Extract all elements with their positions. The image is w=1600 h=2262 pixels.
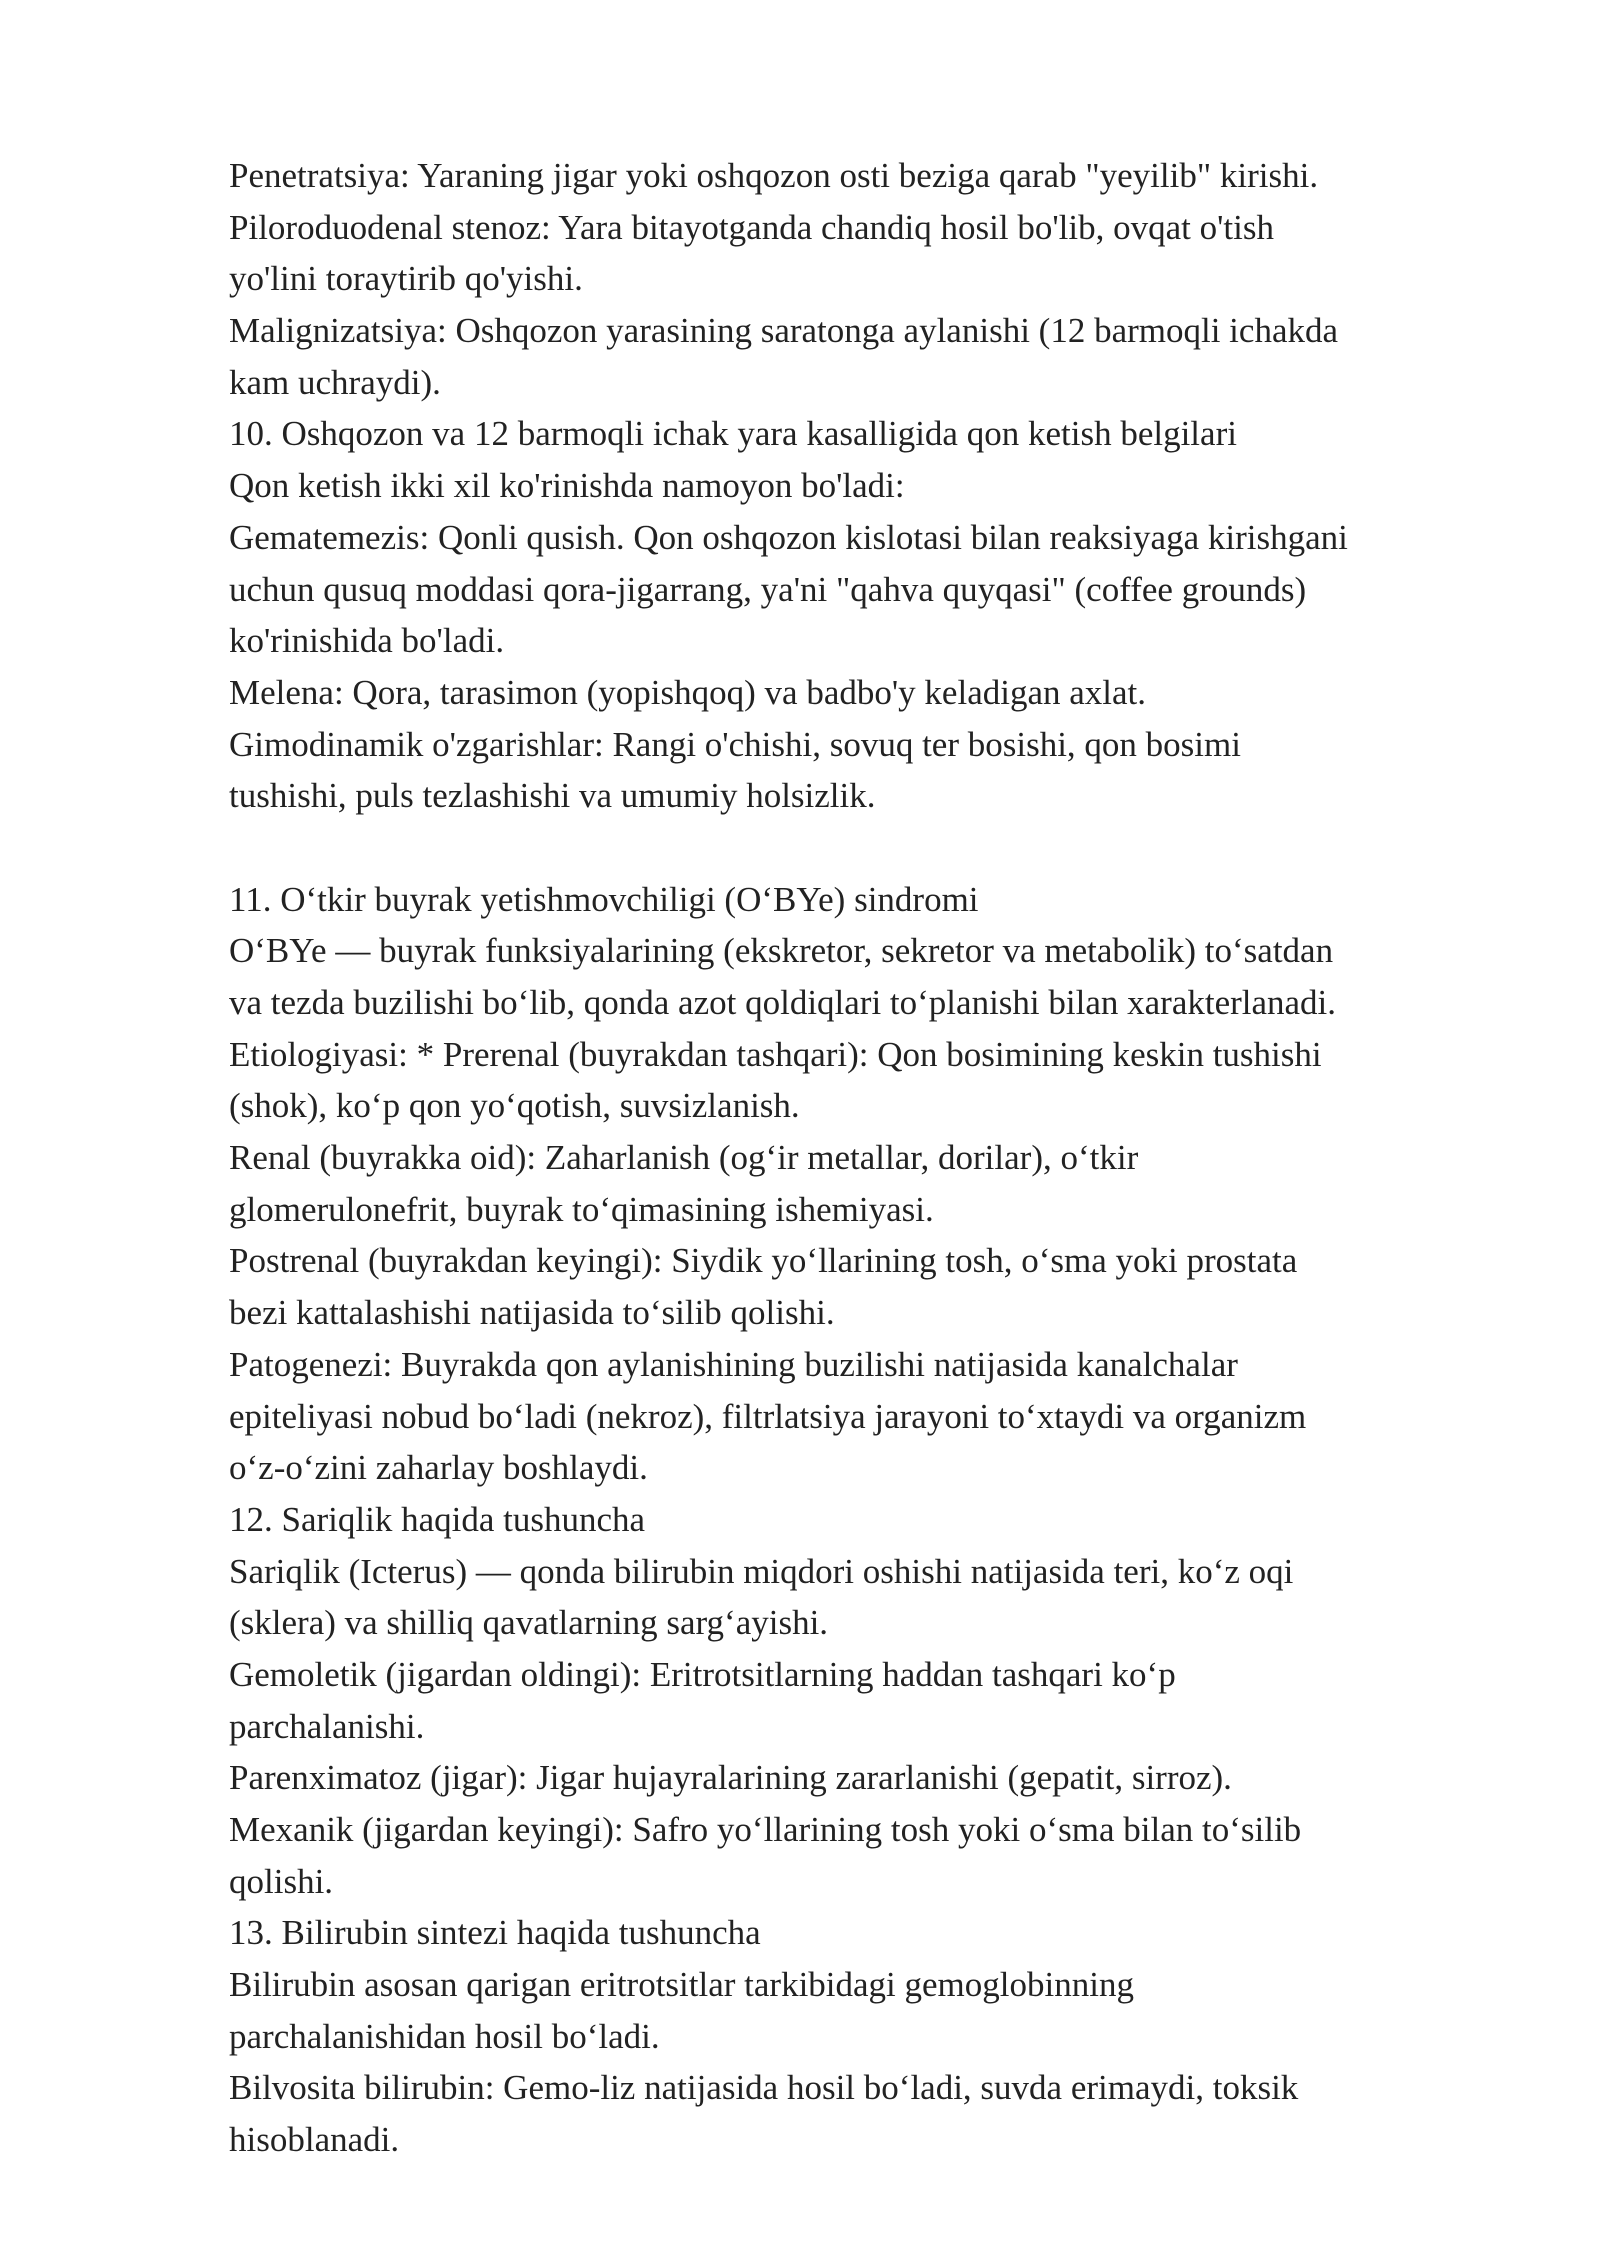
text-line: tushishi, puls tezlashishi va umumiy holsizlik. — [229, 776, 876, 816]
text-line: Gemoletik (jigardan oldingi): Eritrotsitlarning haddan tashqari ko‘p — [229, 1654, 1176, 1694]
text-line: parchalanishidan hosil bo‘ladi. — [229, 2016, 660, 2056]
section-heading-11: 11. O‘tkir buyrak yetishmovchiligi (O‘BYe) sindromi — [229, 879, 979, 919]
text-line: Parenximatoz (jigar): Jigar hujayralarining zararlanishi (gepatit, sirroz). — [229, 1758, 1232, 1798]
text-line: Malignizatsiya: Oshqozon yarasining saratonga aylanishi (12 barmoqli ichakda — [229, 311, 1339, 351]
text-line: Piloroduodenal stenoz: Yara bitayotganda chandiq hosil bo'lib, ovqat o'tish — [229, 207, 1274, 247]
blank-line — [229, 822, 1529, 874]
text-line: ko'rinishida bo'ladi. — [229, 621, 505, 661]
text-line: Gematemezis: Qonli qusish. Qon oshqozon kislotasi bilan reaksiyaga kirishgani — [229, 517, 1348, 557]
text-line: bezi kattalashishi natijasida to‘silib qolishi. — [229, 1293, 835, 1333]
text-line: uchun qusuq moddasi qora-jigarrang, ya'ni "qahva quyqasi" (coffee grounds) — [229, 569, 1307, 609]
text-line: (sklera) va shilliq qavatlarning sarg‘ayishi. — [229, 1603, 829, 1643]
text-line: Sariqlik (Icterus) — qonda bilirubin miqdori oshishi natijasida teri, ko‘z oqi — [229, 1551, 1294, 1591]
section-heading-12: 12. Sariqlik haqida tushuncha — [229, 1499, 646, 1539]
text-line: Postrenal (buyrakdan keyingi): Siydik yo‘llarining tosh, o‘sma yoki prostata — [229, 1241, 1298, 1281]
document-page — [229, 150, 1529, 2166]
text-line: Qon ketish ikki xil ko'rinishda namoyon bo'ladi: — [229, 466, 905, 506]
text-line: parchalanishi. — [229, 1706, 425, 1746]
text-line: Melena: Qora, tarasimon (yopishqoq) va badbo'y keladigan axlat. — [229, 672, 1147, 712]
text-line: Mexanik (jigardan keyingi): Safro yo‘llarining tosh yoki o‘sma bilan to‘silib — [229, 1810, 1302, 1849]
text-line: Renal (buyrakka oid): Zaharlanish (og‘ir metallar, dorilar), o‘tkir — [229, 1138, 1139, 1178]
section-heading-13: 13. Bilirubin sintezi haqida tushuncha — [229, 1913, 761, 1953]
text-line: o‘z-o‘zini zaharlay boshlaydi. — [229, 1448, 648, 1488]
text-line: Patogenezi: Buyrakda qon aylanishining buzilishi natijasida kanalchalar — [229, 1344, 1238, 1384]
text-line: epiteliyasi nobud bo‘ladi (nekroz), filtrlatsiya jarayoni to‘xtaydi va organizm — [229, 1396, 1307, 1436]
text-line: glomerulonefrit, buyrak to‘qimasining ishemiyasi. — [229, 1189, 934, 1229]
text-line: Etiologiyasi: * Prerenal (buyrakdan tashqari): Qon bosimining keskin tushishi — [229, 1034, 1322, 1074]
section-heading-10: 10. Oshqozon va 12 barmoqli ichak yara kasalligida qon ketish belgilari — [229, 414, 1237, 454]
text-line: Bilvosita bilirubin: Gemo-liz natijasida hosil bo‘ladi, suvda erimaydi, toksik — [229, 2068, 1299, 2108]
text-line: qolishi. — [229, 1861, 334, 1901]
text-line: kam uchraydi). — [229, 362, 441, 402]
text-line: Bilirubin asosan qarigan eritrotsitlar tarkibidagi gemoglobinning — [229, 1965, 1134, 2005]
text-line: Gimodinamik o'zgarishlar: Rangi o'chishi, sovuq ter bosishi, qon bosimi — [229, 724, 1241, 764]
text-line: hisoblanadi. — [229, 2120, 400, 2160]
text-line: (shok), ko‘p qon yo‘qotish, suvsizlanish. — [229, 1086, 800, 1126]
text-line: va tezda buzilishi bo‘lib, qonda azot qoldiqlari to‘planishi bilan xarakterlanadi. — [229, 983, 1337, 1022]
text-line: Penetratsiya: Yaraning jigar yoki oshqozon osti beziga qarab "yeyilib" kirishi. — [229, 156, 1319, 195]
text-line: O‘BYe — buyrak funksiyalarining (ekskretor, sekretor va metabolik) to‘satdan — [229, 931, 1334, 971]
text-line: yo'lini toraytirib qo'yishi. — [229, 259, 583, 299]
